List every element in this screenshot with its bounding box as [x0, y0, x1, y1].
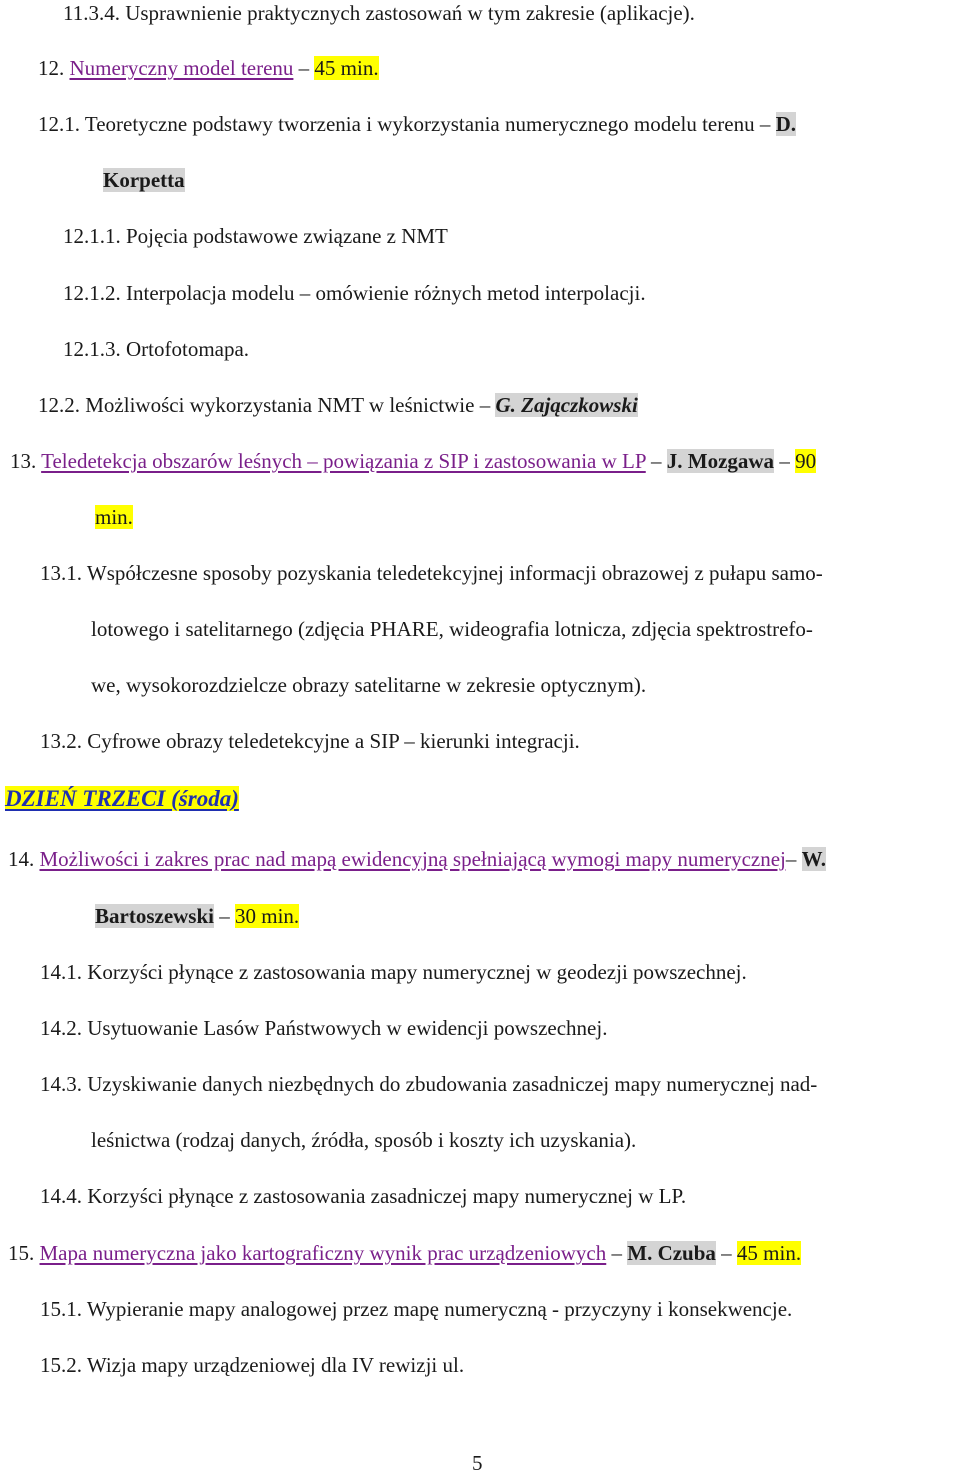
item-13-1-line3: we, wysokorozdzielcze obrazy satelitarne w zekresie optycznym). [91, 673, 647, 697]
item-14-author-line: Bartoszewski – 30 min. [95, 904, 300, 928]
item-15-heading: 15. Mapa numeryczna jako kartograficzny wynik prac urządzeniowych – M. Czuba – 45 min. [8, 1241, 802, 1265]
item-15-author: M. Czuba [627, 1241, 716, 1265]
item-12-2: 12.2. Możliwości wykorzystania NMT w leśnictwie – G. Zajączkowski [38, 393, 638, 417]
item-13-heading: 13. Teledetekcja obszarów leśnych – powiązania z SIP i zastosowania w LP – J. Mozgawa – 90 [10, 449, 817, 473]
item-13-duration-line [95, 504, 133, 530]
item-13-author: J. Mozgawa [666, 449, 775, 473]
item-13-1-line2: lotowego i satelitarnego (zdjęcia PHARE, wideografia lotnicza, zdjęcia spektrostrefo- [91, 617, 813, 641]
item-13-1-line1: 13.1. Współczesne sposoby pozyskania teledetekcyjnej informacji obrazowej z pułapu samo- [40, 561, 823, 585]
item-12-1-3: 12.1.3. Ortofotomapa. [63, 337, 250, 361]
item-12-title-link[interactable]: Numeryczny model terenu [69, 56, 294, 80]
item-14-4: 14.4. Korzyści płynące z zastosowania zasadniczej mapy numerycznej w LP. [40, 1184, 687, 1208]
item-12-1-2: 12.1.2. Interpolacja modelu – omówienie różnych metod interpolacji. [63, 281, 646, 305]
day-three-heading [5, 786, 239, 812]
item-15-duration: 45 min. [736, 1241, 802, 1265]
item-14-3-line2: leśnictwa (rodzaj danych, źródła, sposób i koszty ich uzyskania). [91, 1128, 637, 1152]
item-14-duration: 30 min. [235, 904, 300, 928]
item-14-title-link[interactable]: Możliwości i zakres prac nad mapą ewidencyjną spełniającą wymogi mapy numerycznej [39, 847, 786, 871]
item-13-title-link[interactable]: Teledetekcja obszarów leśnych – powiązania z SIP i zastosowania w LP [41, 449, 646, 473]
item-14-2: 14.2. Usytuowanie Lasów Państwowych w ewidencji powszechnej. [40, 1016, 608, 1040]
item-13-duration-part2: min. [95, 505, 133, 529]
item-12-1-author-line [103, 167, 185, 193]
item-12-heading: 12. Numeryczny model terenu – 45 min. [38, 56, 379, 80]
item-13-duration-part1: 90 [795, 449, 817, 473]
item-15-title-link[interactable]: Mapa numeryczna jako kartograficzny wynik prac urządzeniowych [39, 1241, 607, 1265]
item-12-2-author: G. Zajączkowski [495, 393, 638, 417]
item-12-1-author-initial: D. [775, 112, 796, 136]
item-14-heading: 14. Możliwości i zakres prac nad mapą ewidencyjną spełniającą wymogi mapy numerycznej– W. [8, 847, 826, 871]
item-12-1-author-surname: Korpetta [103, 168, 185, 192]
item-12-1-1: 12.1.1. Pojęcia podstawowe związane z NMT [63, 224, 448, 248]
item-12-1: 12.1. Teoretyczne podstawy tworzenia i wykorzystania numerycznego modelu terenu – D. [38, 112, 796, 136]
item-15-1: 15.1. Wypieranie mapy analogowej przez mapę numeryczną - przyczyny i konsekwencje. [40, 1297, 793, 1321]
day-three-title: DZIEŃ TRZECI (środa) [5, 786, 239, 811]
page-number: 5 [472, 1451, 483, 1475]
item-15-2: 15.2. Wizja mapy urządzeniowej dla IV rewizji ul. [40, 1353, 465, 1377]
item-14-1: 14.1. Korzyści płynące z zastosowania mapy numerycznej w geodezji powszechnej. [40, 960, 747, 984]
item-14-author-initial: W. [801, 847, 826, 871]
item-11-3-4: 11.3.4. Usprawnienie praktycznych zastosowań w tym zakresie (aplikacje). [63, 1, 695, 25]
item-12-duration: 45 min. [314, 56, 379, 80]
item-14-author-surname: Bartoszewski [95, 904, 214, 928]
item-13-2: 13.2. Cyfrowe obrazy teledetekcyjne a SIP – kierunki integracji. [40, 729, 580, 753]
item-14-3-line1: 14.3. Uzyskiwanie danych niezbędnych do zbudowania zasadniczej mapy numerycznej nad- [40, 1072, 818, 1096]
